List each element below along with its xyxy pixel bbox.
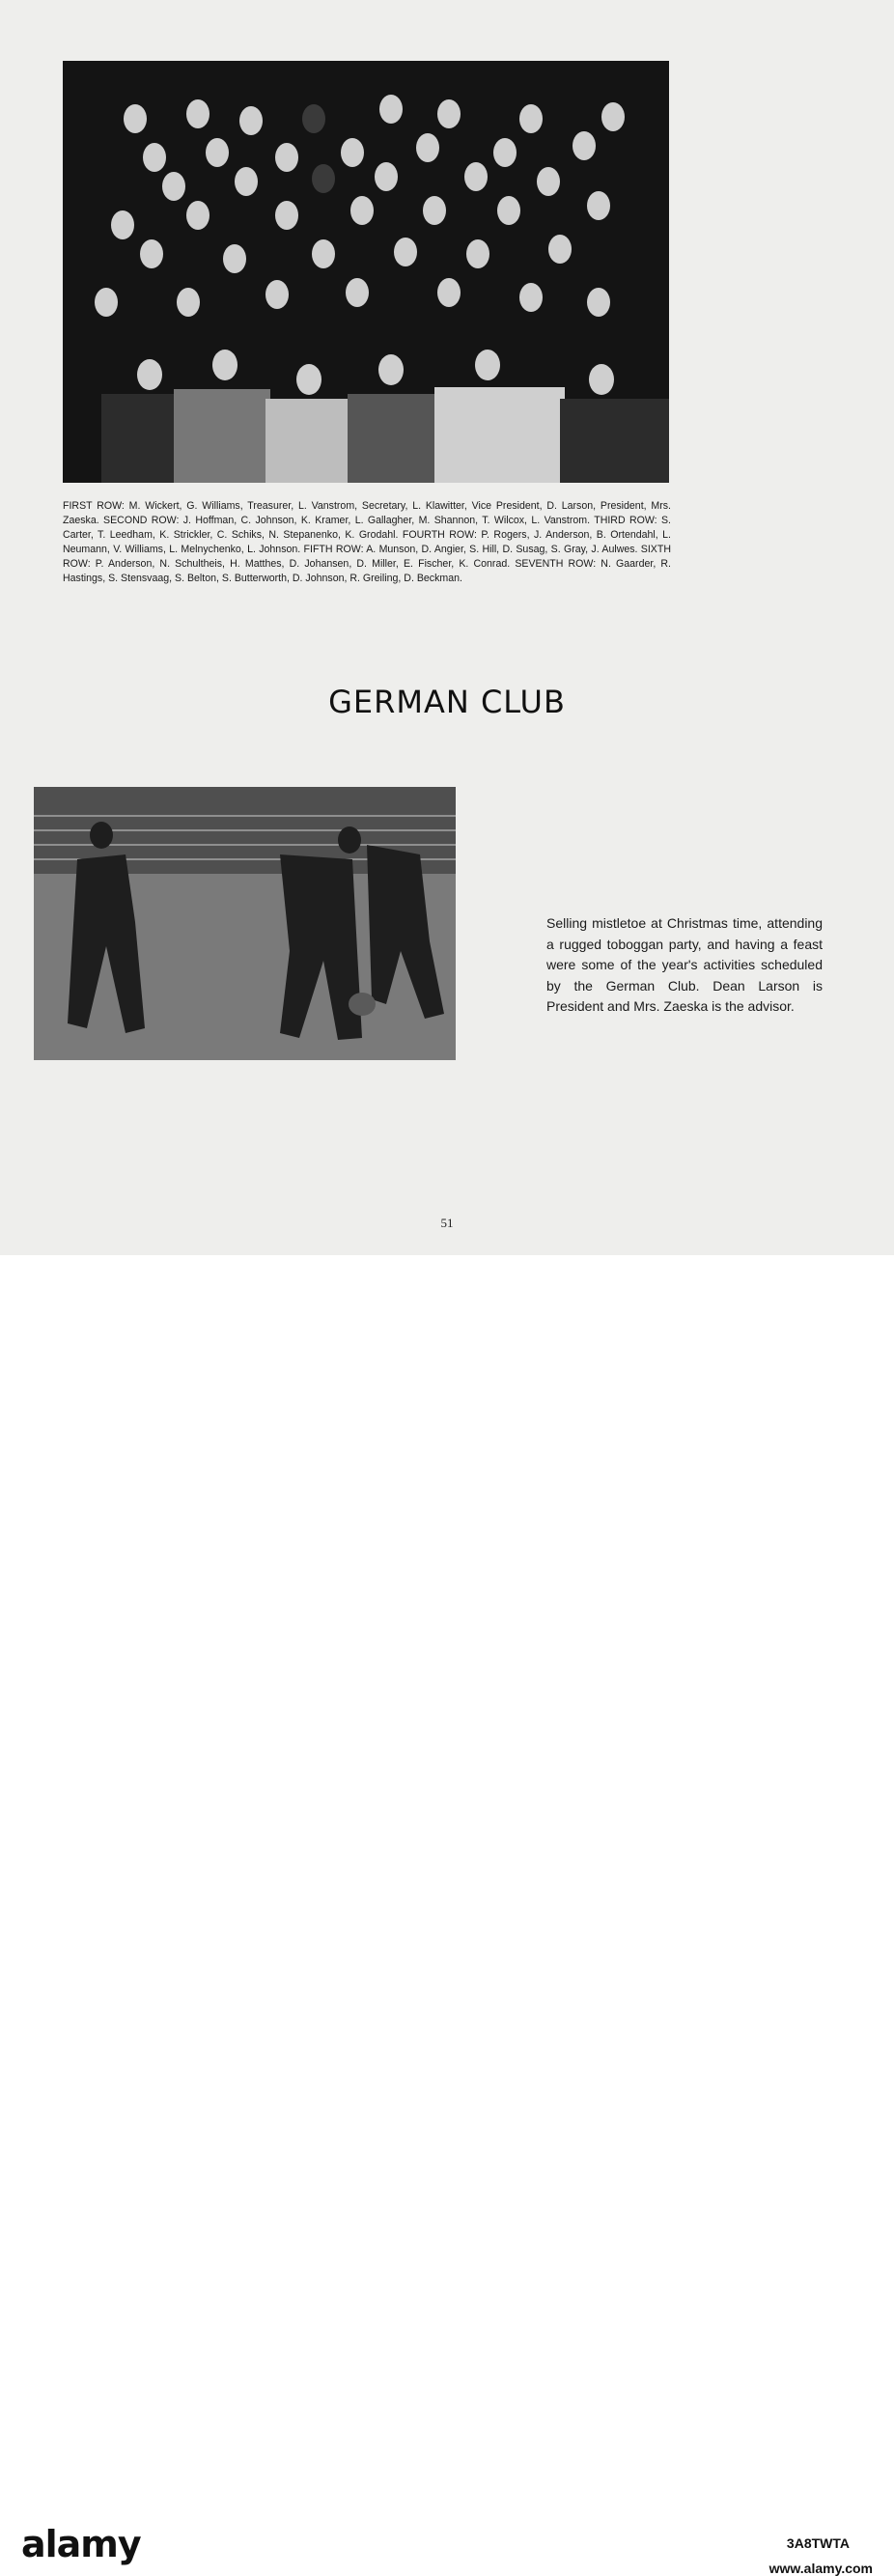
alamy-logo: alamy <box>21 2523 141 2565</box>
group-photo <box>63 61 669 483</box>
photo-caption: FIRST ROW: M. Wickert, G. Williams, Treasurer, L. Vanstrom, Secretary, L. Klawitter, Vice President, D. Larson, President, Mrs. Zaeska. SECOND ROW: J. Hoffman, C. Johnson, K. Kramer, L. Gallagher, M. Shannon, T. Wilcox, L. Vanstrom. THIRD ROW: S. Carter, T. Leedham, K. Strickler, C. Schiks, N. Stepanenko, K. Grodahl. FOURTH ROW: P. Rogers, J. Anderson, B. Ortendahl, L. Neumann, V. Williams, L. Melnychenko, L. Johnson. FIFTH ROW: A. Munson, D. Angier, S. Hill, D. Susag, S. Gray, J. Aulwes. SIXTH ROW: P. Anderson, N. Schultheis, H. Matthes, D. Johansen, D. Miller, E. Fischer, K. Conrad. SEVENTH ROW: N. Gaarder, R. Hastings, S. Stensvaag, S. Belton, S. Butterworth, D. Johnson, R. Greiling, D. Beckman. <box>63 500 671 584</box>
page-title: GERMAN CLUB <box>328 684 566 720</box>
soccer-action-photo <box>34 787 456 1060</box>
watermark-bar <box>0 1255 894 2576</box>
site-url[interactable]: www.alamy.com <box>768 2561 873 2576</box>
image-id: 3A8TWTA <box>786 2535 850 2551</box>
page-number: 51 <box>440 1216 454 1230</box>
article-text: Selling mistletoe at Christmas time, attending a rugged toboggan party, and having a feast were some of the year's activities scheduled by the German Club. Dean Larson is President and Mrs. Zaeska is the advisor. <box>546 915 823 1015</box>
soccer-ball <box>349 993 376 1016</box>
front-row-bodies <box>101 387 669 483</box>
yearbook-page <box>0 0 894 1255</box>
